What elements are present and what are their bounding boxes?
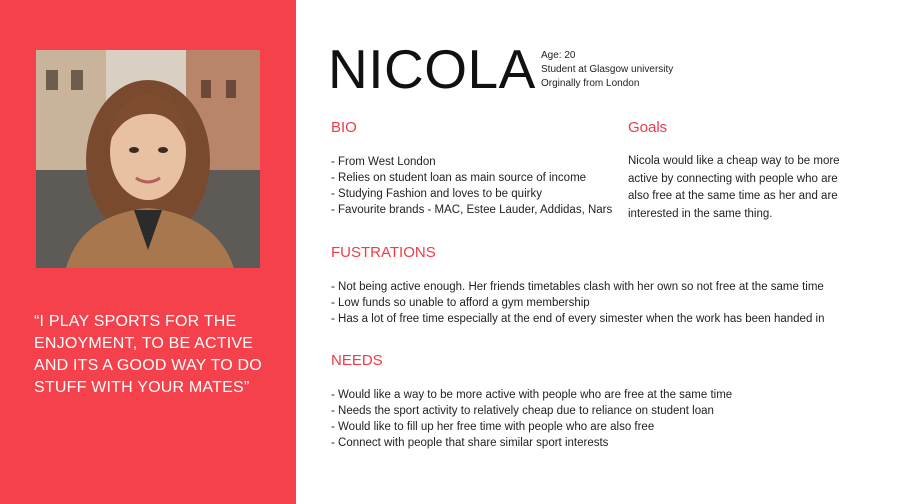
- frustrations-item: - Low funds so unable to afford a gym membership: [331, 297, 590, 309]
- needs-list: [331, 387, 732, 451]
- persona-sidebar: [0, 0, 296, 504]
- persona-age: Age: 20: [541, 50, 576, 61]
- bio-list: [331, 154, 612, 218]
- persona-quote: “I PLAY SPORTS FOR THE ENJOYMENT, TO BE ACTIVE AND ITS A GOOD WAY TO DO STUFF WITH YOUR MATES”: [34, 313, 262, 396]
- goals-title: Goals: [628, 119, 668, 136]
- persona-photo: [36, 50, 260, 268]
- frustrations-title: FUSTRATIONS: [331, 244, 436, 261]
- needs-item: - Would like to fill up her free time with people who are also free: [331, 421, 655, 433]
- frustrations-item: - Has a lot of free time especially at the end of every simester when the work has been handed in: [331, 313, 825, 325]
- needs-item: - Needs the sport activity to relatively cheap due to reliance on student loan: [331, 405, 714, 417]
- bio-item: - Favourite brands - MAC, Estee Lauder, Addidas, Nars: [331, 204, 613, 216]
- persona-meta: [541, 49, 673, 91]
- frustrations-list: [331, 279, 825, 327]
- bio-item: - From West London: [331, 156, 436, 168]
- frustrations-item: - Not being active enough. Her friends timetables clash with her own so not free at the same time: [331, 281, 824, 293]
- goals-text: Nicola would like a cheap way to be more active by connecting with people who are also free at the same time as her and are interested in the same thing.: [628, 155, 840, 220]
- persona-name: NICOLA: [328, 38, 536, 100]
- persona-occupation: Student at Glasgow university: [541, 64, 674, 75]
- bio-item: - Studying Fashion and loves to be quirky: [331, 188, 542, 200]
- needs-item: - Connect with people that share similar sport interests: [331, 437, 609, 449]
- persona-photo-image: [36, 50, 260, 268]
- persona-origin: Orginally from London: [541, 78, 640, 89]
- needs-item: - Would like a way to be more active with people who are free at the same time: [331, 389, 733, 401]
- bio-title: BIO: [331, 119, 357, 136]
- needs-title: NEEDS: [331, 352, 383, 369]
- bio-item: - Relies on student loan as main source of income: [331, 172, 587, 184]
